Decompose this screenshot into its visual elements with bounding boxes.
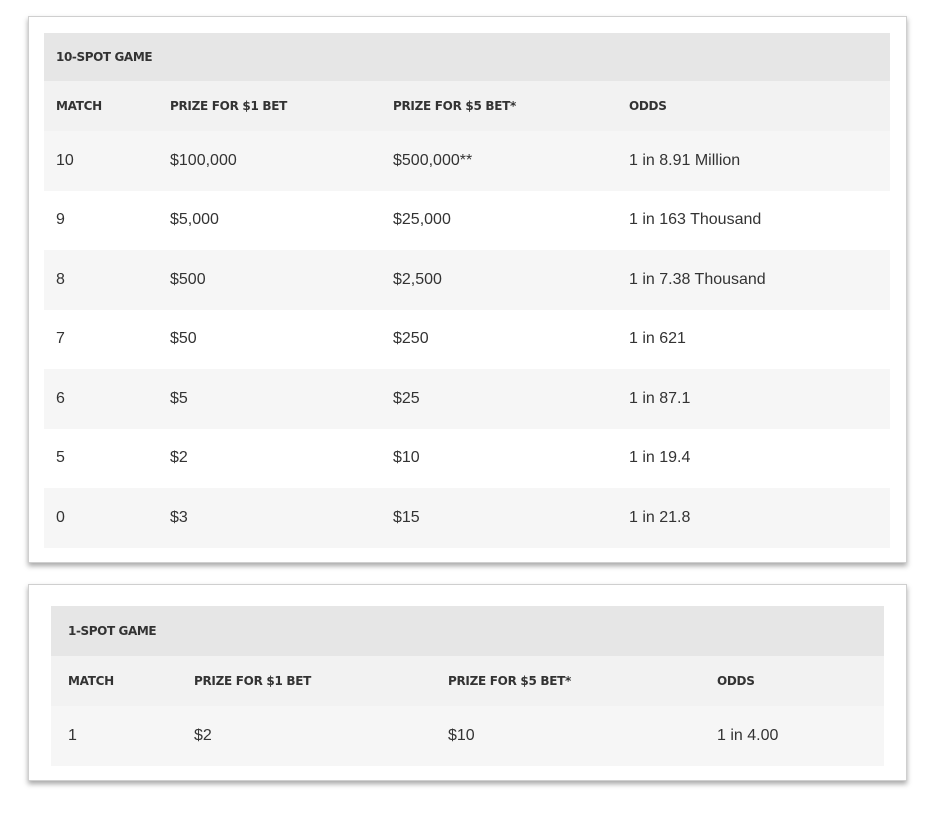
cell-match: 0 (44, 488, 170, 548)
table-header-row (44, 81, 890, 131)
cell-prize-1: $5,000 (170, 191, 393, 251)
cell-prize-5: $10 (393, 429, 629, 489)
table-header-row (51, 656, 884, 706)
cell-prize-5: $25,000 (393, 191, 629, 251)
cell-prize-5: $2,500 (393, 250, 629, 310)
cell-prize-5: $25 (393, 369, 629, 429)
table-title-row (44, 33, 890, 81)
cell-odds: 1 in 87.1 (629, 369, 890, 429)
cell-prize-1: $5 (170, 369, 393, 429)
one-spot-title: 1-SPOT GAME (51, 606, 884, 656)
table-row (44, 310, 890, 370)
header-match: MATCH (44, 81, 170, 131)
table-row (44, 429, 890, 489)
cell-prize-1: $2 (170, 429, 393, 489)
header-prize-5: PRIZE FOR $5 BET* (393, 81, 629, 131)
table-row (44, 191, 890, 251)
header-prize-5: PRIZE FOR $5 BET* (448, 656, 717, 706)
cell-prize-1: $3 (170, 488, 393, 548)
one-spot-prize-table (51, 606, 884, 766)
table-row (44, 131, 890, 191)
cell-odds: 1 in 8.91 Million (629, 131, 890, 191)
cell-odds: 1 in 163 Thousand (629, 191, 890, 251)
cell-match: 8 (44, 250, 170, 310)
table-row (44, 488, 890, 548)
cell-prize-1: $100,000 (170, 131, 393, 191)
cell-odds: 1 in 19.4 (629, 429, 890, 489)
header-odds: ODDS (629, 81, 890, 131)
ten-spot-title: 10-SPOT GAME (44, 33, 890, 81)
cell-odds: 1 in 21.8 (629, 488, 890, 548)
header-prize-1: PRIZE FOR $1 BET (194, 656, 448, 706)
cell-match: 10 (44, 131, 170, 191)
cell-prize-5: $15 (393, 488, 629, 548)
header-match: MATCH (51, 656, 194, 706)
cell-match: 9 (44, 191, 170, 251)
table-row (44, 250, 890, 310)
cell-prize-5: $500,000** (393, 131, 629, 191)
cell-prize-5: $10 (448, 706, 717, 766)
ten-spot-prize-table (44, 33, 890, 548)
cell-odds: 1 in 4.00 (717, 706, 884, 766)
cell-prize-5: $250 (393, 310, 629, 370)
cell-prize-1: $500 (170, 250, 393, 310)
table-row (44, 369, 890, 429)
cell-match: 5 (44, 429, 170, 489)
table-title-row (51, 606, 884, 656)
header-odds: ODDS (717, 656, 884, 706)
table-row (51, 706, 884, 766)
cell-match: 1 (51, 706, 194, 766)
cell-match: 6 (44, 369, 170, 429)
cell-odds: 1 in 7.38 Thousand (629, 250, 890, 310)
cell-odds: 1 in 621 (629, 310, 890, 370)
one-spot-prize-card (28, 584, 907, 781)
cell-prize-1: $2 (194, 706, 448, 766)
cell-prize-1: $50 (170, 310, 393, 370)
header-prize-1: PRIZE FOR $1 BET (170, 81, 393, 131)
cell-match: 7 (44, 310, 170, 370)
ten-spot-prize-card (28, 16, 907, 563)
